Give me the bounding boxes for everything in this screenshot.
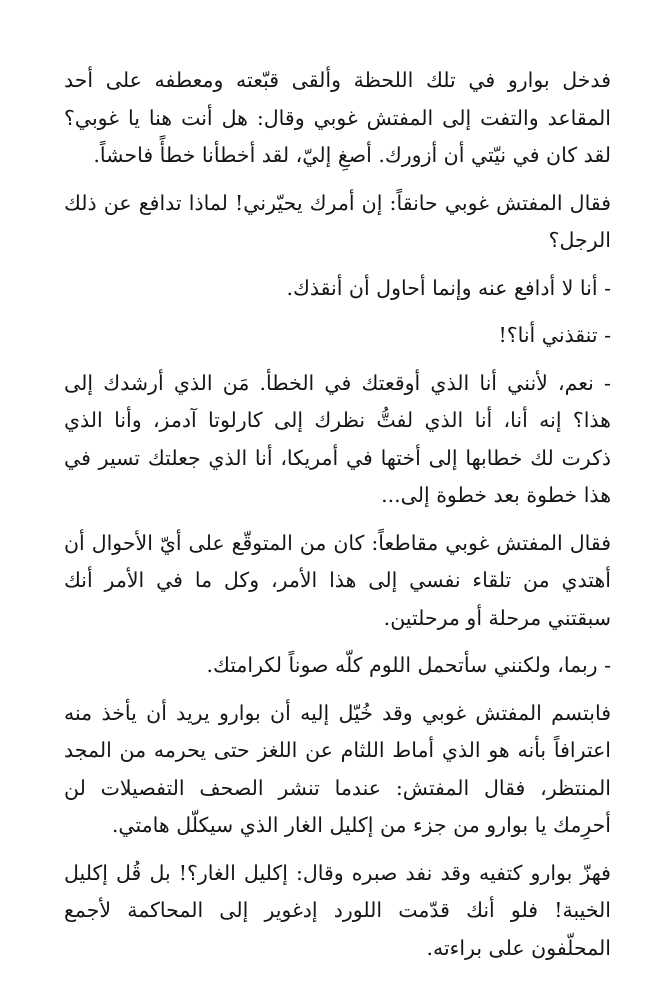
paragraph: فدخل بوارو في تلك اللحظة وألقى قبّعته ومعطفه على أحد المقاعد والتفت إلى المفتش غوبي وقال: هل أنت هنا يا غوبي؟ لقد كان في نيّتي أن أزورك. أصغِ إليّ، لقد أخطأنا خطأً فاحشاً. (64, 68, 611, 167)
dialogue-line: - نعم، لأنني أنا الذي أوقعتك في الخطأ. مَن الذي أرشدك إلى هذا؟ إنه أنا، أنا الذي لفتُّ نظرك إلى كارلوتا آدمز، وأنا الذي ذكرت لك خطابها إلى أختها في أمريكا، أنا الذي جعلتك تسير في هذا خطوة بعد خطوة إلى... (64, 370, 611, 507)
dialogue-line: - أنا لا أدافع عنه وإنما أحاول أن أنقذك. (286, 275, 611, 300)
paragraph: فقال المفتش غوبي حانقاً: إن أمرك يحيّرني! لماذا تدافع عن ذلك الرجل؟ (64, 190, 611, 252)
dialogue-line: - ربما، ولكنني سأتحمل اللوم كلّه صوناً لكرامتك. (206, 653, 611, 677)
dialogue-line: - تنقذني أنا؟! (498, 323, 611, 347)
paragraph: فابتسم المفتش غوبي وقد خُيّل إليه أن بوارو يريد أن يأخذ منه اعترافاً بأنه هو الذي أماط اللثام عن اللغز حتى يحرمه من المجد المنتظر، فقال المفتش: عندما تنشر الصحف التفصيلات لن أحرِمك يا بوارو من جزء من إكليل الغار الذي سيكلّل هامتي. (64, 700, 611, 837)
paragraph: فهزّ بوارو كتفيه وقد نفد صبره وقال: إكليل الغار؟! بل قُل إكليل الخيبة! فلو أنك قدّمت اللورد إدغوير إلى المحاكمة لأجمع المحلّفون على براءته. (64, 860, 611, 960)
paragraph: فقال المفتش غوبي مقاطعاً: كان من المتوقّع على أيّ الأحوال أن أهتدي من تلقاء نفسي إلى هذا الأمر، وكل ما في الأمر أنك سبقتني مرحلة أو مرحلتين. (64, 530, 611, 630)
